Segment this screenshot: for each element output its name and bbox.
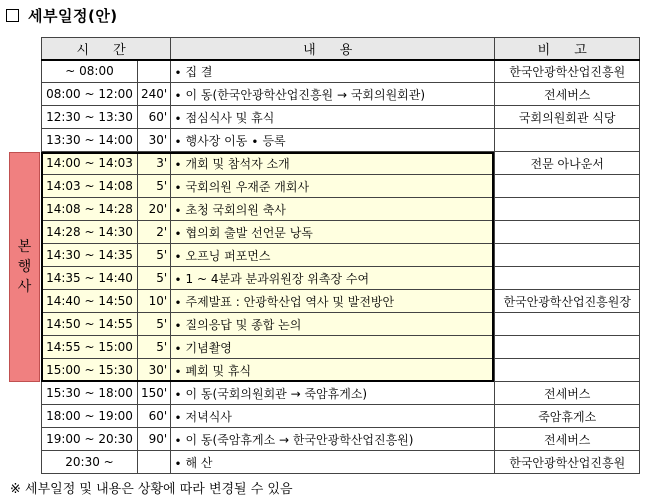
schedule-row xyxy=(42,313,640,336)
main-event-label-char: 본 xyxy=(17,238,32,255)
note-cell: 죽암휴게소 xyxy=(495,405,640,428)
schedule-row xyxy=(42,290,640,313)
time-cell: 13:30 ~ 14:00 xyxy=(42,129,138,152)
schedule-row xyxy=(42,175,640,198)
time-cell: 14:50 ~ 14:55 xyxy=(42,313,138,336)
schedule-row xyxy=(42,129,640,152)
time-cell: 18:00 ~ 19:00 xyxy=(42,405,138,428)
duration-cell: 2' xyxy=(138,221,171,244)
note-cell: 한국안광학산업진흥원 xyxy=(495,60,640,83)
duration-cell: 5' xyxy=(138,267,171,290)
content-cell: ∙ 저녁식사 xyxy=(171,405,495,428)
content-cell: ∙ 집 결 xyxy=(171,60,495,83)
content-cell: ∙ 이 동(한국안광학산업진흥원 → 국회의원회관) xyxy=(171,83,495,106)
note-cell xyxy=(495,175,640,198)
content-cell: ∙ 협의회 출발 선언문 낭독 xyxy=(171,221,495,244)
note-cell: 전세버스 xyxy=(495,428,640,451)
note-cell xyxy=(495,267,640,290)
duration-cell: 30' xyxy=(138,129,171,152)
time-cell: 14:28 ~ 14:30 xyxy=(42,221,138,244)
section-title-text: 세부일정(안) xyxy=(28,6,118,25)
duration-cell: 150' xyxy=(138,382,171,405)
time-cell: ~ 08:00 xyxy=(42,60,138,83)
duration-cell: 60' xyxy=(138,106,171,129)
duration-cell xyxy=(138,451,171,474)
note-cell: 전문 아나운서 xyxy=(495,152,640,175)
schedule-row xyxy=(42,451,640,474)
content-cell: ∙ 행사장 이동 ∙ 등록 xyxy=(171,129,495,152)
duration-cell: 5' xyxy=(138,244,171,267)
note-cell xyxy=(495,221,640,244)
note-cell xyxy=(495,244,640,267)
note-cell xyxy=(495,336,640,359)
schedule-row xyxy=(42,83,640,106)
note-cell xyxy=(495,198,640,221)
time-cell: 15:30 ~ 18:00 xyxy=(42,382,138,405)
note-cell: 한국안광학산업진흥원장 xyxy=(495,290,640,313)
duration-cell: 5' xyxy=(138,313,171,336)
schedule-row xyxy=(42,106,640,129)
time-cell: 14:00 ~ 14:03 xyxy=(42,152,138,175)
duration-cell xyxy=(138,60,171,83)
note-cell: 한국안광학산업진흥원 xyxy=(495,451,640,474)
duration-cell: 5' xyxy=(138,336,171,359)
content-cell: ∙ 폐회 및 휴식 xyxy=(171,359,495,382)
content-cell: ∙ 이 동(국회의원회관 → 죽암휴게소) xyxy=(171,382,495,405)
note-cell: 전세버스 xyxy=(495,382,640,405)
schedule-row xyxy=(42,152,640,175)
schedule-row xyxy=(42,428,640,451)
time-cell: 14:40 ~ 14:50 xyxy=(42,290,138,313)
main-event-label-char: 행 xyxy=(17,258,32,275)
time-cell: 12:30 ~ 13:30 xyxy=(42,106,138,129)
time-cell: 14:55 ~ 15:00 xyxy=(42,336,138,359)
content-cell: ∙ 기념촬영 xyxy=(171,336,495,359)
time-cell: 14:03 ~ 14:08 xyxy=(42,175,138,198)
content-cell: ∙ 이 동(죽암휴게소 → 한국안광학산업진흥원) xyxy=(171,428,495,451)
note-cell xyxy=(495,313,640,336)
content-cell: ∙ 점심식사 및 휴식 xyxy=(171,106,495,129)
schedule-table xyxy=(41,37,640,474)
content-cell: ∙ 해 산 xyxy=(171,451,495,474)
duration-cell: 10' xyxy=(138,290,171,313)
header-content: 내 용 xyxy=(171,38,495,60)
time-cell: 08:00 ~ 12:00 xyxy=(42,83,138,106)
time-cell: 15:00 ~ 15:30 xyxy=(42,359,138,382)
note-cell: 국회의원회관 식당 xyxy=(495,106,640,129)
footnote: ※ 세부일정 및 내용은 상황에 따라 변경될 수 있음 xyxy=(10,482,293,497)
schedule-row xyxy=(42,405,640,428)
note-cell xyxy=(495,129,640,152)
time-cell: 19:00 ~ 20:30 xyxy=(42,428,138,451)
duration-cell: 20' xyxy=(138,198,171,221)
duration-cell: 3' xyxy=(138,152,171,175)
note-cell xyxy=(495,359,640,382)
header-note: 비 고 xyxy=(495,38,640,60)
schedule-row xyxy=(42,244,640,267)
section-title xyxy=(6,4,118,26)
schedule-row xyxy=(42,198,640,221)
duration-cell: 60' xyxy=(138,405,171,428)
note-cell: 전세버스 xyxy=(495,83,640,106)
time-cell: 14:30 ~ 14:35 xyxy=(42,244,138,267)
time-cell: 14:35 ~ 14:40 xyxy=(42,267,138,290)
content-cell: ∙ 1 ~ 4분과 분과위원장 위촉장 수여 xyxy=(171,267,495,290)
time-cell: 20:30 ~ xyxy=(42,451,138,474)
header-row xyxy=(42,38,640,60)
checkbox-square-icon xyxy=(6,9,19,22)
schedule-row xyxy=(42,336,640,359)
time-cell: 14:08 ~ 14:28 xyxy=(42,198,138,221)
header-time: 시 간 xyxy=(42,38,171,60)
content-cell: ∙ 국회의원 우재준 개회사 xyxy=(171,175,495,198)
schedule-row xyxy=(42,267,640,290)
schedule-row xyxy=(42,382,640,405)
duration-cell: 90' xyxy=(138,428,171,451)
content-cell: ∙ 주제발표 : 안광학산업 역사 및 발전방안 xyxy=(171,290,495,313)
schedule-row xyxy=(42,60,640,83)
main-event-label-char: 사 xyxy=(17,278,32,295)
schedule-body xyxy=(42,60,640,474)
duration-cell: 30' xyxy=(138,359,171,382)
duration-cell: 5' xyxy=(138,175,171,198)
content-cell: ∙ 초청 국회의원 축사 xyxy=(171,198,495,221)
content-cell: ∙ 개회 및 참석자 소개 xyxy=(171,152,495,175)
main-event-label xyxy=(9,152,40,382)
schedule-row xyxy=(42,221,640,244)
duration-cell: 240' xyxy=(138,83,171,106)
content-cell: ∙ 오프닝 퍼포먼스 xyxy=(171,244,495,267)
schedule-row xyxy=(42,359,640,382)
content-cell: ∙ 질의응답 및 종합 논의 xyxy=(171,313,495,336)
